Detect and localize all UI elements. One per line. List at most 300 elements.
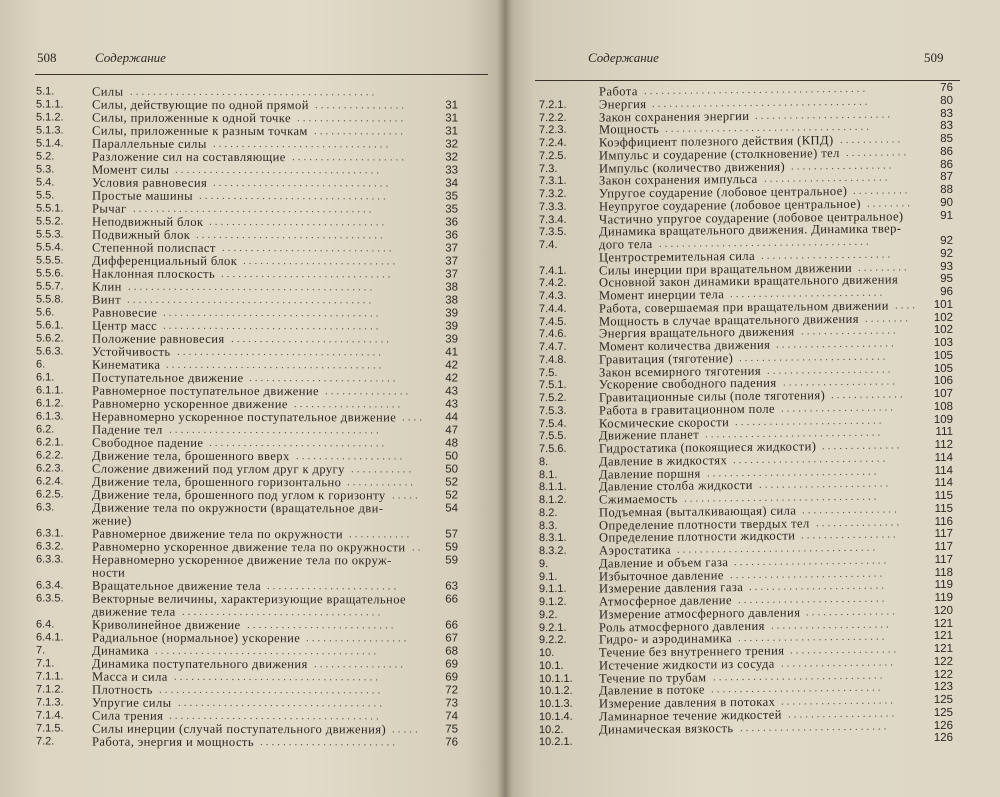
toc-entry-page: 37 — [445, 255, 459, 268]
toc-entry-number: 8.3.1. — [538, 532, 567, 545]
toc-entry-title: Основной закон динамики вращательного движения — [598, 272, 899, 290]
toc-entry-number: 5.6. — [35, 306, 55, 319]
toc-entry-title: Положение равновесия — [91, 331, 225, 346]
toc-leader-dots: ........................... — [733, 554, 890, 568]
toc-entry-title: Равномерное поступательное движение — [91, 383, 320, 399]
toc-entry-page: 117 — [934, 528, 954, 541]
toc-leader-dots: ..................... — [775, 337, 897, 351]
toc-entry-page: 114 — [934, 451, 954, 464]
toc-entry-number: 5.5.5. — [35, 254, 64, 267]
toc-leader-dots: ............. — [830, 388, 906, 402]
toc-entry-title: Рычаг — [91, 201, 127, 216]
toc-entry-number: 7.1.1. — [35, 670, 64, 683]
toc-entry-title: Вращательное движение тела — [91, 578, 262, 594]
toc-entry-page: 38 — [445, 281, 459, 294]
toc-entry-title: движение тела — [91, 604, 176, 619]
toc-entry-title: Истечение жидкости из сосуда — [598, 656, 775, 673]
toc-entry-number: 9.1. — [538, 570, 558, 583]
toc-entry-title: Степенной полиспаст — [91, 240, 216, 255]
toc-entry-page: 50 — [445, 450, 459, 463]
toc-entry-page: 66 — [445, 593, 459, 606]
toc-leader-dots: .......................... — [737, 592, 888, 607]
toc-entry-title: Плотность — [91, 682, 153, 697]
toc-entry-title: Роль атмосферного давления — [598, 618, 765, 635]
toc-entry-number: 5.2. — [35, 150, 55, 163]
toc-entry-page: 74 — [445, 710, 459, 723]
page-title: Содержание — [95, 50, 166, 65]
toc-entry-title: Упругие силы — [91, 695, 172, 710]
toc-entry-page: 111 — [935, 426, 954, 439]
toc-entry-number: 7.3.3. — [538, 200, 567, 213]
toc-entry-page: 116 — [934, 515, 954, 528]
toc-entry-title: Импульс и соударение (столкновение) тел — [598, 145, 840, 163]
toc-entry-number: 7.5.4. — [538, 417, 567, 430]
toc-leader-dots: ........................... — [729, 286, 886, 301]
toc-entry-title: Силы инерции при вращательном движении — [598, 260, 853, 278]
toc-entry-number: 7.5.5. — [538, 430, 567, 443]
toc-entry-page: 72 — [445, 684, 459, 697]
toc-entry-title: Энергия — [598, 96, 647, 112]
toc-entry-number: 7.2.4. — [538, 136, 567, 150]
toc-leader-dots: ........................................... — [126, 293, 375, 307]
toc-entry-title: Динамика поступательного движения — [91, 656, 308, 672]
toc-leader-dots: .............. — [821, 439, 903, 453]
toc-leader-dots: ........................ — [748, 579, 888, 594]
toc-leader-dots: .... — [401, 411, 426, 424]
toc-leader-dots: ........... — [348, 528, 413, 541]
toc-entry-page: 35 — [445, 190, 459, 203]
toc-entry-page: 120 — [933, 604, 954, 617]
toc-leader-dots: ..................... — [770, 617, 892, 632]
toc-leader-dots: ..... — [391, 723, 421, 736]
toc-leader-dots: .............................. — [706, 465, 880, 479]
toc-entry-number: 7.4.3. — [538, 289, 567, 303]
toc-entry-title: Давление и объем газа — [598, 554, 729, 571]
toc-entry-number: 5.1.3. — [35, 124, 64, 137]
toc-entry-number: 8.3. — [538, 519, 558, 532]
toc-entry-title: Упругое соударение (лобовое центральное) — [598, 183, 848, 201]
toc-entry-page: 117 — [934, 553, 954, 566]
toc-entry-page: 86 — [940, 145, 954, 158]
toc-leader-dots: ........................... — [729, 567, 886, 581]
toc-leader-dots: .................. — [790, 158, 895, 173]
toc-entry-page: 85 — [940, 132, 954, 145]
toc-entry-title: Определение плотности твердых тел — [598, 515, 810, 533]
toc-leader-dots: .......... — [852, 184, 911, 197]
toc-leader-dots: ....................... — [266, 580, 400, 593]
toc-entry-title: Измерение давления газа — [598, 580, 744, 596]
toc-leader-dots: .... — [894, 298, 919, 312]
toc-entry-number: 6.2.3. — [35, 462, 64, 475]
toc-entry-number: 5.5.8. — [35, 293, 64, 306]
toc-leader-dots: ........................ — [754, 107, 894, 122]
toc-entry-number: 6.2. — [35, 423, 55, 436]
toc-entry-number: 9. — [538, 557, 549, 570]
toc-leader-dots: ................... — [295, 450, 406, 463]
toc-entry-page: 47 — [445, 424, 459, 437]
toc-entry-title: Ускорение свободного падения — [598, 375, 777, 392]
toc-entry-page: 119 — [934, 579, 954, 592]
toc-entry-page: 90 — [940, 196, 954, 209]
toc-leader-dots: ...................................... — [162, 306, 382, 320]
toc-entry-number: 10.1. — [538, 659, 564, 672]
toc-entry-page: 105 — [933, 362, 954, 375]
toc-leader-dots: ................................. — [195, 228, 386, 242]
toc-leader-dots: ...................................... — [162, 319, 382, 333]
toc-entry-page: 35 — [445, 203, 459, 216]
toc-leader-dots: ................ — [313, 125, 407, 138]
toc-entry-number: 7. — [35, 644, 46, 657]
toc-entry-number: 6. — [35, 358, 46, 371]
toc-entry-page: 54 — [445, 502, 459, 515]
toc-entry-page: 50 — [445, 463, 459, 476]
toc-entry-title: Работа, совершаемая при вращательном движении — [598, 298, 889, 316]
toc-entry-title: Силы, действующие по одной прямой — [91, 97, 309, 113]
toc-entry-number: 5.4. — [35, 176, 55, 189]
toc-leader-dots: ............................... — [208, 436, 388, 450]
toc-leader-dots: ..................................... — [168, 709, 382, 723]
toc-leader-dots: .......................... — [248, 372, 399, 385]
toc-entry-title: Работа в гравитационном поле — [598, 401, 776, 418]
toc-leader-dots: ...................... — [766, 362, 894, 377]
toc-entry-title: Атмосферное давление — [598, 593, 733, 609]
toc-leader-dots: .................... — [780, 401, 897, 415]
toc-entry-title: Сила трения — [91, 708, 164, 723]
toc-entry-number: 5.3. — [35, 163, 55, 176]
toc-entry-page: 101 — [933, 298, 954, 311]
toc-entry-title: жение) — [91, 513, 132, 528]
toc-entry-page: 73 — [445, 697, 459, 710]
toc-entry-page: 80 — [940, 94, 954, 107]
toc-entry-number: 7.4.2. — [538, 277, 567, 290]
toc-leader-dots: ............................ — [230, 332, 393, 346]
header-rule — [35, 74, 488, 75]
toc-leader-dots: .............................. — [221, 241, 395, 255]
toc-entry-page: 43 — [445, 398, 459, 411]
right-page — [505, 0, 1000, 797]
toc-entry-number: 7.2.2. — [538, 111, 567, 124]
toc-entry-title: Измерение атмосферного давления — [598, 605, 801, 622]
toc-leader-dots: .................................... — [664, 120, 873, 136]
toc-entry-number: 5.6.1. — [35, 319, 64, 332]
toc-entry-page: 96 — [940, 285, 954, 298]
toc-entry-number: 7.3.1. — [538, 175, 567, 188]
toc-leader-dots: ................ — [314, 99, 408, 112]
toc-entry-title: Ламинарное течение жидкостей — [598, 707, 782, 724]
toc-entry-number: 7.5.2. — [538, 391, 567, 405]
toc-entry-title: Кинематика — [91, 357, 161, 372]
toc-entry-page: 52 — [445, 476, 459, 489]
toc-leader-dots: ..... — [391, 489, 421, 502]
toc-leader-dots: ................................. — [198, 189, 389, 203]
toc-entry-page: 39 — [445, 320, 459, 333]
toc-entry-number: 6.4. — [35, 618, 55, 631]
toc-entry-page: 109 — [933, 413, 954, 426]
toc-entry-number: 6.1.2. — [35, 397, 64, 410]
toc-entry-title: Коэффициент полезного действия (КПД) — [598, 133, 834, 150]
toc-leader-dots: .................................... — [177, 696, 386, 710]
toc-entry-number: 7.2.5. — [538, 149, 567, 162]
toc-entry-number: 5.5.4. — [35, 241, 64, 254]
toc-entry-page: 44 — [445, 411, 459, 424]
toc-leader-dots: ....................................... — [643, 82, 869, 98]
toc-leader-dots: .................................... — [173, 670, 382, 684]
toc-entry-title: Работа, энергия и мощность — [91, 734, 255, 750]
toc-entry-title: Разложение сил на составляющие — [91, 149, 286, 165]
toc-entry-title: Подвижный блок — [91, 227, 191, 242]
toc-entry-number: 8.3.2. — [538, 544, 567, 558]
toc-entry-title: Гравитация (тяготение) — [598, 350, 734, 367]
toc-entry-number: 9.1.2. — [538, 595, 567, 609]
toc-entry-title: Частично упругое соударение (лобовое центральное) — [598, 208, 904, 227]
toc-leader-dots: ........... — [845, 146, 910, 159]
toc-entry-number: 7.4.6. — [538, 328, 567, 341]
toc-leader-dots: ......... — [857, 260, 910, 274]
toc-entry-page: 108 — [933, 400, 954, 413]
toc-entry-page: 41 — [445, 346, 459, 359]
toc-entry-page: 121 — [933, 630, 954, 643]
toc-leader-dots: .................. — [305, 632, 410, 645]
toc-leader-dots: ........ — [864, 311, 912, 325]
toc-leader-dots: ................... — [789, 643, 900, 657]
toc-entry-page: 66 — [445, 619, 459, 632]
toc-leader-dots: ............... — [324, 385, 412, 398]
toc-entry-title: Давление поршня — [598, 465, 701, 482]
toc-entry-number: 7.2.3. — [538, 124, 567, 137]
toc-leader-dots: ................... — [787, 707, 898, 721]
toc-entry-title: Равномерно ускоренное движение тела по окружности — [91, 539, 406, 555]
toc-entry-title: Равновесие — [91, 305, 158, 320]
toc-leader-dots: ................... — [296, 112, 407, 125]
toc-entry-title: Импульс (количество движения) — [598, 159, 786, 176]
toc-entry-page: 83 — [940, 120, 954, 133]
toc-entry-page: 95 — [940, 273, 954, 286]
toc-entry-page: 107 — [933, 387, 954, 401]
toc-entry-page: 118 — [934, 566, 954, 579]
toc-entry-title: Равномерно ускоренное движение — [91, 396, 288, 412]
toc-entry-page: 76 — [940, 81, 954, 94]
toc-leader-dots: .......................... — [737, 630, 888, 645]
toc-entry-page: 31 — [445, 112, 459, 125]
page-title: Содержание — [588, 50, 659, 65]
toc-entry-title: Неупругое соударение (лобовое центральное) — [598, 196, 862, 214]
toc-entry-title: Силы инерции (случай поступательного движения) — [91, 721, 387, 737]
toc-entry-page: 83 — [940, 107, 954, 120]
toc-leader-dots: ........................................... — [129, 85, 378, 99]
toc-entry-page: 52 — [445, 489, 459, 502]
toc-entry-number: 9.2.2. — [538, 634, 567, 647]
toc-entry-number: 8.2. — [538, 506, 558, 519]
toc-entry-title: Гидростатика (покоящиеся жидкости) — [598, 439, 817, 456]
toc-entry-title: ности — [91, 565, 126, 580]
toc-entry-title: Масса и сила — [91, 669, 168, 684]
toc-entry-title: Космические скорости — [598, 414, 730, 431]
toc-entry-title: Векторные величины, характеризующие вращательное — [91, 591, 407, 607]
toc-leader-dots: ................. — [801, 503, 900, 517]
toc-entry-number: 8.1. — [538, 468, 558, 481]
toc-leader-dots: ........... — [839, 133, 904, 147]
toc-entry-number: 6.1.3. — [35, 410, 64, 423]
toc-leader-dots: .. — [411, 541, 424, 554]
toc-entry-title: Давление в потоке — [598, 682, 705, 698]
toc-leader-dots: ....................... — [758, 477, 892, 492]
toc-entry-title: Силы, приложенные к одной точке — [91, 110, 292, 126]
toc-entry-number: 6.3.4. — [35, 579, 64, 592]
toc-entry-page: 32 — [445, 138, 459, 151]
toc-entry-page: 36 — [445, 216, 459, 229]
toc-entry-page: 33 — [445, 164, 459, 177]
toc-leader-dots: ........................................... — [127, 280, 376, 294]
toc-entry-page: 102 — [933, 324, 954, 337]
toc-entry-title: Гидро- и аэродинамика — [598, 631, 733, 647]
toc-entry-page: 38 — [445, 294, 459, 307]
toc-leader-dots: ...................... — [763, 171, 891, 186]
toc-entry-title: Аэростатика — [598, 542, 672, 558]
toc-entry-page: 121 — [933, 617, 954, 630]
toc-entry-number: 7.3. — [538, 162, 558, 175]
toc-entry-number: 7.4.8. — [538, 353, 567, 366]
toc-entry — [36, 735, 458, 749]
toc-entry-page: 125 — [933, 706, 954, 719]
toc-entry-number: 5.1.1. — [35, 98, 64, 111]
toc-leader-dots: ..................................... — [658, 235, 872, 250]
toc-entry-page: 36 — [445, 229, 459, 242]
toc-entry-number: 7.4.4. — [538, 302, 567, 315]
page-number: 509 — [924, 50, 944, 65]
toc-entry-page: 67 — [445, 632, 459, 645]
toc-entry-number: 7.3.2. — [538, 187, 567, 201]
toc-entry-number: 5.1.2. — [35, 111, 64, 124]
toc-entry-page: 86 — [940, 158, 954, 171]
toc-entry-number: 6.1.1. — [35, 384, 64, 397]
toc-leader-dots: ............ — [346, 476, 417, 489]
toc-entry-title: Неравномерно ускоренное поступательное движение — [91, 409, 397, 425]
toc-leader-dots: ................ — [313, 658, 407, 671]
toc-entry-number: 10.2.1. — [538, 736, 573, 749]
toc-entry-number: 7.1.4. — [35, 709, 64, 722]
toc-leader-dots: ....................... — [760, 248, 894, 262]
toc-entry-title: Устойчивость — [91, 344, 171, 359]
toc-entry-title: Закон сохранения энергии — [598, 108, 750, 125]
toc-entry-page: 122 — [933, 668, 954, 681]
toc-leader-dots: ............... — [815, 515, 903, 529]
toc-entry-number: 8.1.2. — [538, 493, 567, 507]
toc-entry-number: 7.5.1. — [538, 379, 567, 392]
toc-entry-page: 37 — [445, 268, 459, 281]
toc-leader-dots: ........................ — [259, 736, 399, 749]
toc-entry-number: 7.1. — [35, 657, 55, 670]
toc-entry-page: 63 — [445, 580, 459, 593]
toc-entry-page: 123 — [933, 681, 954, 694]
toc-entry-page: 114 — [934, 477, 954, 490]
toc-entry-title: Избыточное давление — [598, 567, 724, 584]
toc-entry-number: 10. — [538, 647, 555, 660]
toc-leader-dots: ..................................... — [168, 423, 382, 437]
toc-entry-number: 10.1.1. — [538, 672, 573, 685]
toc-entry-number: 7.3.4. — [538, 213, 567, 226]
toc-entry-title: Движение тела, брошенного вверх — [91, 448, 290, 464]
toc-entry-page: 39 — [445, 333, 459, 346]
toc-entry-title: Центр масс — [91, 318, 158, 333]
toc-entry-number: 9.2. — [538, 608, 558, 621]
toc-entry-page: 31 — [445, 125, 459, 138]
toc-entry-number: 7.4.1. — [538, 264, 567, 277]
toc-entry-number: 6.2.4. — [35, 475, 64, 488]
toc-entry-title: Сложение движений под углом друг к другу — [91, 461, 345, 477]
toc-entry-title: Силы, приложенные к разным точкам — [91, 123, 308, 139]
toc-entry — [539, 732, 953, 749]
toc-leader-dots: .............................. — [220, 267, 394, 281]
toc-entry-number: 6.3.5. — [35, 592, 64, 605]
toc-entry-number: 5.5.1. — [35, 202, 64, 215]
toc-entry-number: 6.3.1. — [35, 527, 64, 540]
header-rule — [535, 80, 960, 81]
toc-entry-number: 8.1.1. — [538, 481, 567, 494]
toc-entry-page: 126 — [933, 719, 954, 732]
toc-entry-number: 5.5.2. — [35, 215, 64, 228]
toc-entry-page: 126 — [933, 732, 954, 745]
toc-entry-title: Центростремительная сила — [598, 248, 756, 265]
toc-entry-page: 103 — [933, 336, 954, 350]
toc-entry-title: Движение тела, брошенного горизонтально — [91, 474, 342, 490]
toc-leader-dots: .......................... — [246, 619, 397, 632]
toc-leader-dots: ............................... — [704, 426, 884, 441]
toc-entry-title: Измерение давления в потоках — [598, 694, 776, 711]
toc-leader-dots: .................................... — [174, 163, 383, 177]
toc-entry-number: 6.3.3. — [35, 553, 64, 566]
toc-entry-number: 5.5.7. — [35, 280, 64, 293]
toc-leader-dots: ................ — [805, 605, 899, 619]
toc-leader-dots: ............................... — [208, 215, 388, 229]
toc-entry-number: 5.1.4. — [35, 137, 64, 150]
toc-entry-page: 48 — [445, 437, 459, 450]
toc-leader-dots: ....................................... — [158, 683, 384, 697]
book-gutter — [497, 0, 513, 797]
toc-entry-title: Подъемная (выталкивающая) сила — [598, 503, 797, 520]
toc-entry-title: Давление столба жидкости — [598, 478, 753, 494]
toc-leader-dots: .................... — [291, 151, 408, 164]
toc-entry-title: Условия равновесия — [91, 175, 208, 190]
toc-entry-title: Неподвижный блок — [91, 214, 204, 229]
toc-entry-title: Энергия вращательного движения — [598, 324, 795, 341]
toc-leader-dots: .......................................... — [132, 202, 375, 216]
toc-entry-page: 68 — [445, 645, 459, 658]
toc-entry-title: Определение плотности жидкости — [598, 528, 796, 545]
toc-entry-number: 8. — [538, 455, 549, 468]
toc-entry-title: Закон сохранения импульса — [598, 172, 758, 188]
toc-entry-page: 76 — [445, 736, 459, 749]
toc-leader-dots: ........... — [350, 463, 415, 476]
toc-entry-number: 5.5.3. — [35, 228, 64, 241]
toc-leader-dots: .................................... — [176, 345, 385, 359]
toc-leader-dots: ................................... — [181, 605, 384, 619]
toc-entry-number: 6.4.1. — [35, 631, 64, 644]
toc-entry-page: 34 — [445, 177, 459, 190]
toc-entry-title: Простые машины — [91, 188, 194, 203]
toc-entry-title: Силы — [91, 84, 124, 99]
toc-entry-title: Радиальное (нормальное) ускорение — [91, 630, 301, 646]
toc-entry-page: 119 — [934, 591, 954, 605]
toc-leader-dots: ............................... — [212, 137, 392, 151]
toc-entry-title: Течение по трубам — [598, 669, 707, 686]
toc-entry-title: Мощность в случае вращательного движения — [598, 311, 859, 329]
toc-entry-title: Клин — [91, 279, 122, 294]
toc-entry-number: 6.2.2. — [35, 449, 64, 462]
toc-entry-title: Движение тела, брошенного под углом к горизонту — [91, 487, 386, 503]
toc-leader-dots: .................... — [780, 656, 897, 670]
toc-entry-page: 69 — [445, 658, 459, 671]
toc-leader-dots: .............................. — [710, 681, 884, 696]
